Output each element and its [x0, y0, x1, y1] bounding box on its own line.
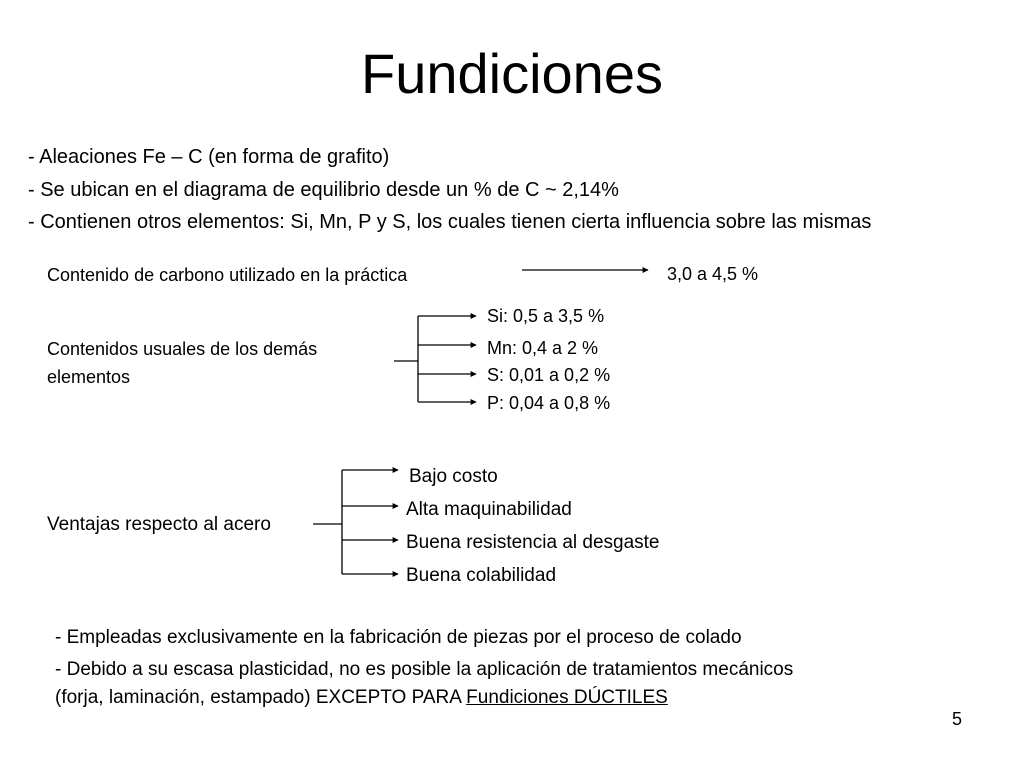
note-exception-prefix: (forja, laminación, estampado) EXCEPTO PARA — [55, 687, 467, 708]
ductile-castings-link: Fundiciones DÚCTILES — [466, 687, 668, 708]
bullet-elements: - Contienen otros elementos: Si, Mn, P y S, los cuales tienen cierta influencia sobre las mismas — [28, 211, 872, 233]
note-plasticity: - Debido a su escasa plasticidad, no es posible la aplicación de tratamientos mecánicos — [55, 659, 794, 680]
advantages-bracket — [313, 470, 398, 574]
advantage-wear-resistance: Buena resistencia al desgaste — [406, 532, 660, 553]
element-mn: Mn: 0,4 a 2 % — [487, 338, 599, 358]
carbon-label: Contenido de carbono utilizado en la práctica — [47, 265, 408, 285]
others-label-line1: Contenidos usuales de los demás — [47, 339, 318, 359]
page-number: 5 — [952, 709, 963, 729]
others-label-line2: elementos — [47, 367, 131, 387]
carbon-value: 3,0 a 4,5 % — [667, 264, 759, 284]
element-p: P: 0,04 a 0,8 % — [487, 393, 611, 413]
slide-title: Fundiciones — [361, 42, 663, 105]
advantage-machinability: Alta maquinabilidad — [406, 499, 572, 520]
elements-bracket — [394, 316, 476, 402]
bullet-diagram: - Se ubican en el diagrama de equilibrio desde un % de C ~ 2,14% — [28, 179, 619, 201]
advantages-label: Ventajas respecto al acero — [47, 514, 271, 535]
advantage-castability: Buena colabilidad — [406, 565, 557, 586]
advantage-low-cost: Bajo costo — [409, 466, 498, 487]
bullet-alloys: - Aleaciones Fe – C (en forma de grafito) — [28, 146, 390, 168]
element-s: S: 0,01 a 0,2 % — [487, 365, 611, 385]
note-casting: - Empleadas exclusivamente en la fabricación de piezas por el proceso de colado — [55, 627, 742, 648]
element-si: Si: 0,5 a 3,5 % — [487, 306, 605, 326]
